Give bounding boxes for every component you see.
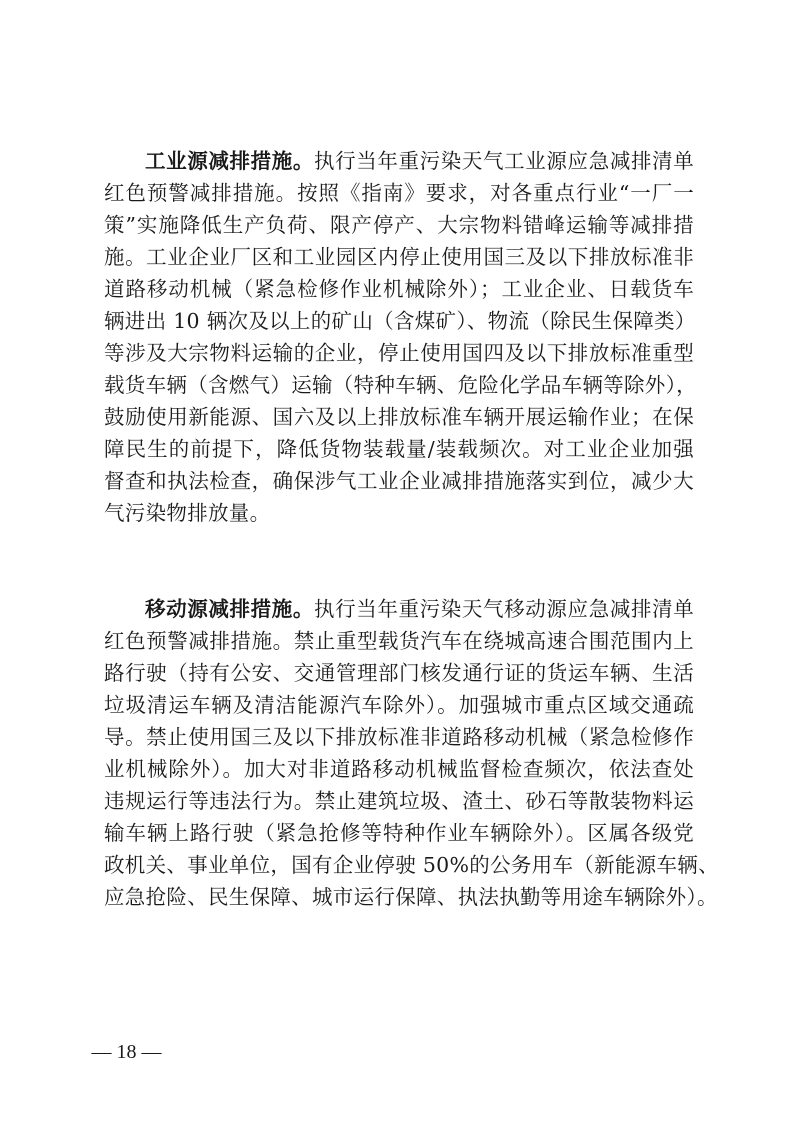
paragraph-line: 路行驶（持有公安、交通管理部门核发通行证的货运车辆、生活	[104, 661, 694, 685]
paragraph-line: 红色预警减排措施。禁止重型载货汽车在绕城高速合围范围内上	[104, 629, 694, 653]
paragraph-line: 工业源减排措施。执行当年重污染天气工业源应急减排清单	[145, 149, 694, 173]
paragraph-line: 气污染物排放量。	[104, 501, 271, 525]
paragraph-line: 违规运行等违法行为。禁止建筑垃圾、渣土、砂石等散装物料运	[104, 789, 694, 813]
paragraph-line: 载货车辆（含燃气）运输（特种车辆、危险化学品车辆等除外），	[104, 373, 697, 397]
paragraph-heading: 工业源减排措施。	[145, 149, 315, 173]
paragraph-line: 政机关、事业单位，国有企业停驶 50%的公务用车（新能源车辆、	[104, 853, 719, 877]
paragraph-line: 辆进出 10 辆次及以上的矿山（含煤矿）、物流（除民生保障类）	[104, 309, 696, 333]
paragraph-line: 应急抢险、民生保障、城市运行保障、执法执勤等用途车辆除外）。	[104, 885, 718, 909]
paragraph-line: 输车辆上路行驶（紧急抢修等特种作业车辆除外）。区属各级党	[104, 821, 694, 845]
paragraph-line: 障民生的前提下，降低货物装载量/装载频次。对工业企业加强	[104, 437, 694, 461]
paragraph-line: 导。禁止使用国三及以下排放标准非道路移动机械（紧急检修作	[104, 725, 694, 749]
paragraph-line: 督查和执法检查，确保涉气工业企业减排措施落实到位，减少大	[104, 469, 694, 493]
paragraph-heading: 移动源减排措施。	[145, 597, 315, 621]
paragraph-industrial-source	[104, 145, 697, 529]
paragraph-line: 垃圾清运车辆及清洁能源汽车除外）。加强城市重点区域交通疏	[104, 693, 694, 717]
paragraph-line: 鼓励使用新能源、国六及以上排放标准车辆开展运输作业；在保	[104, 405, 694, 429]
paragraph-line: 移动源减排措施。执行当年重污染天气移动源应急减排清单	[145, 597, 694, 621]
paragraph-line: 策”实施降低生产负荷、限产停产、大宗物料错峰运输等减排措	[104, 213, 694, 237]
paragraph-line: 业机械除外）。加大对非道路移动机械监督检查频次，依法查处	[104, 757, 694, 781]
paragraph-line: 等涉及大宗物料运输的企业，停止使用国四及以下排放标准重型	[104, 341, 694, 365]
paragraph-line: 道路移动机械（紧急检修作业机械除外）；工业企业、日载货车	[104, 277, 694, 301]
paragraph-line: 红色预警减排措施。按照《指南》要求，对各重点行业“一厂一	[104, 181, 694, 205]
page-number: — 18 —	[91, 1041, 162, 1063]
paragraph-line: 施。工业企业厂区和工业园区内停止使用国三及以下排放标准非	[104, 245, 694, 269]
paragraph-mobile-source	[104, 593, 719, 913]
